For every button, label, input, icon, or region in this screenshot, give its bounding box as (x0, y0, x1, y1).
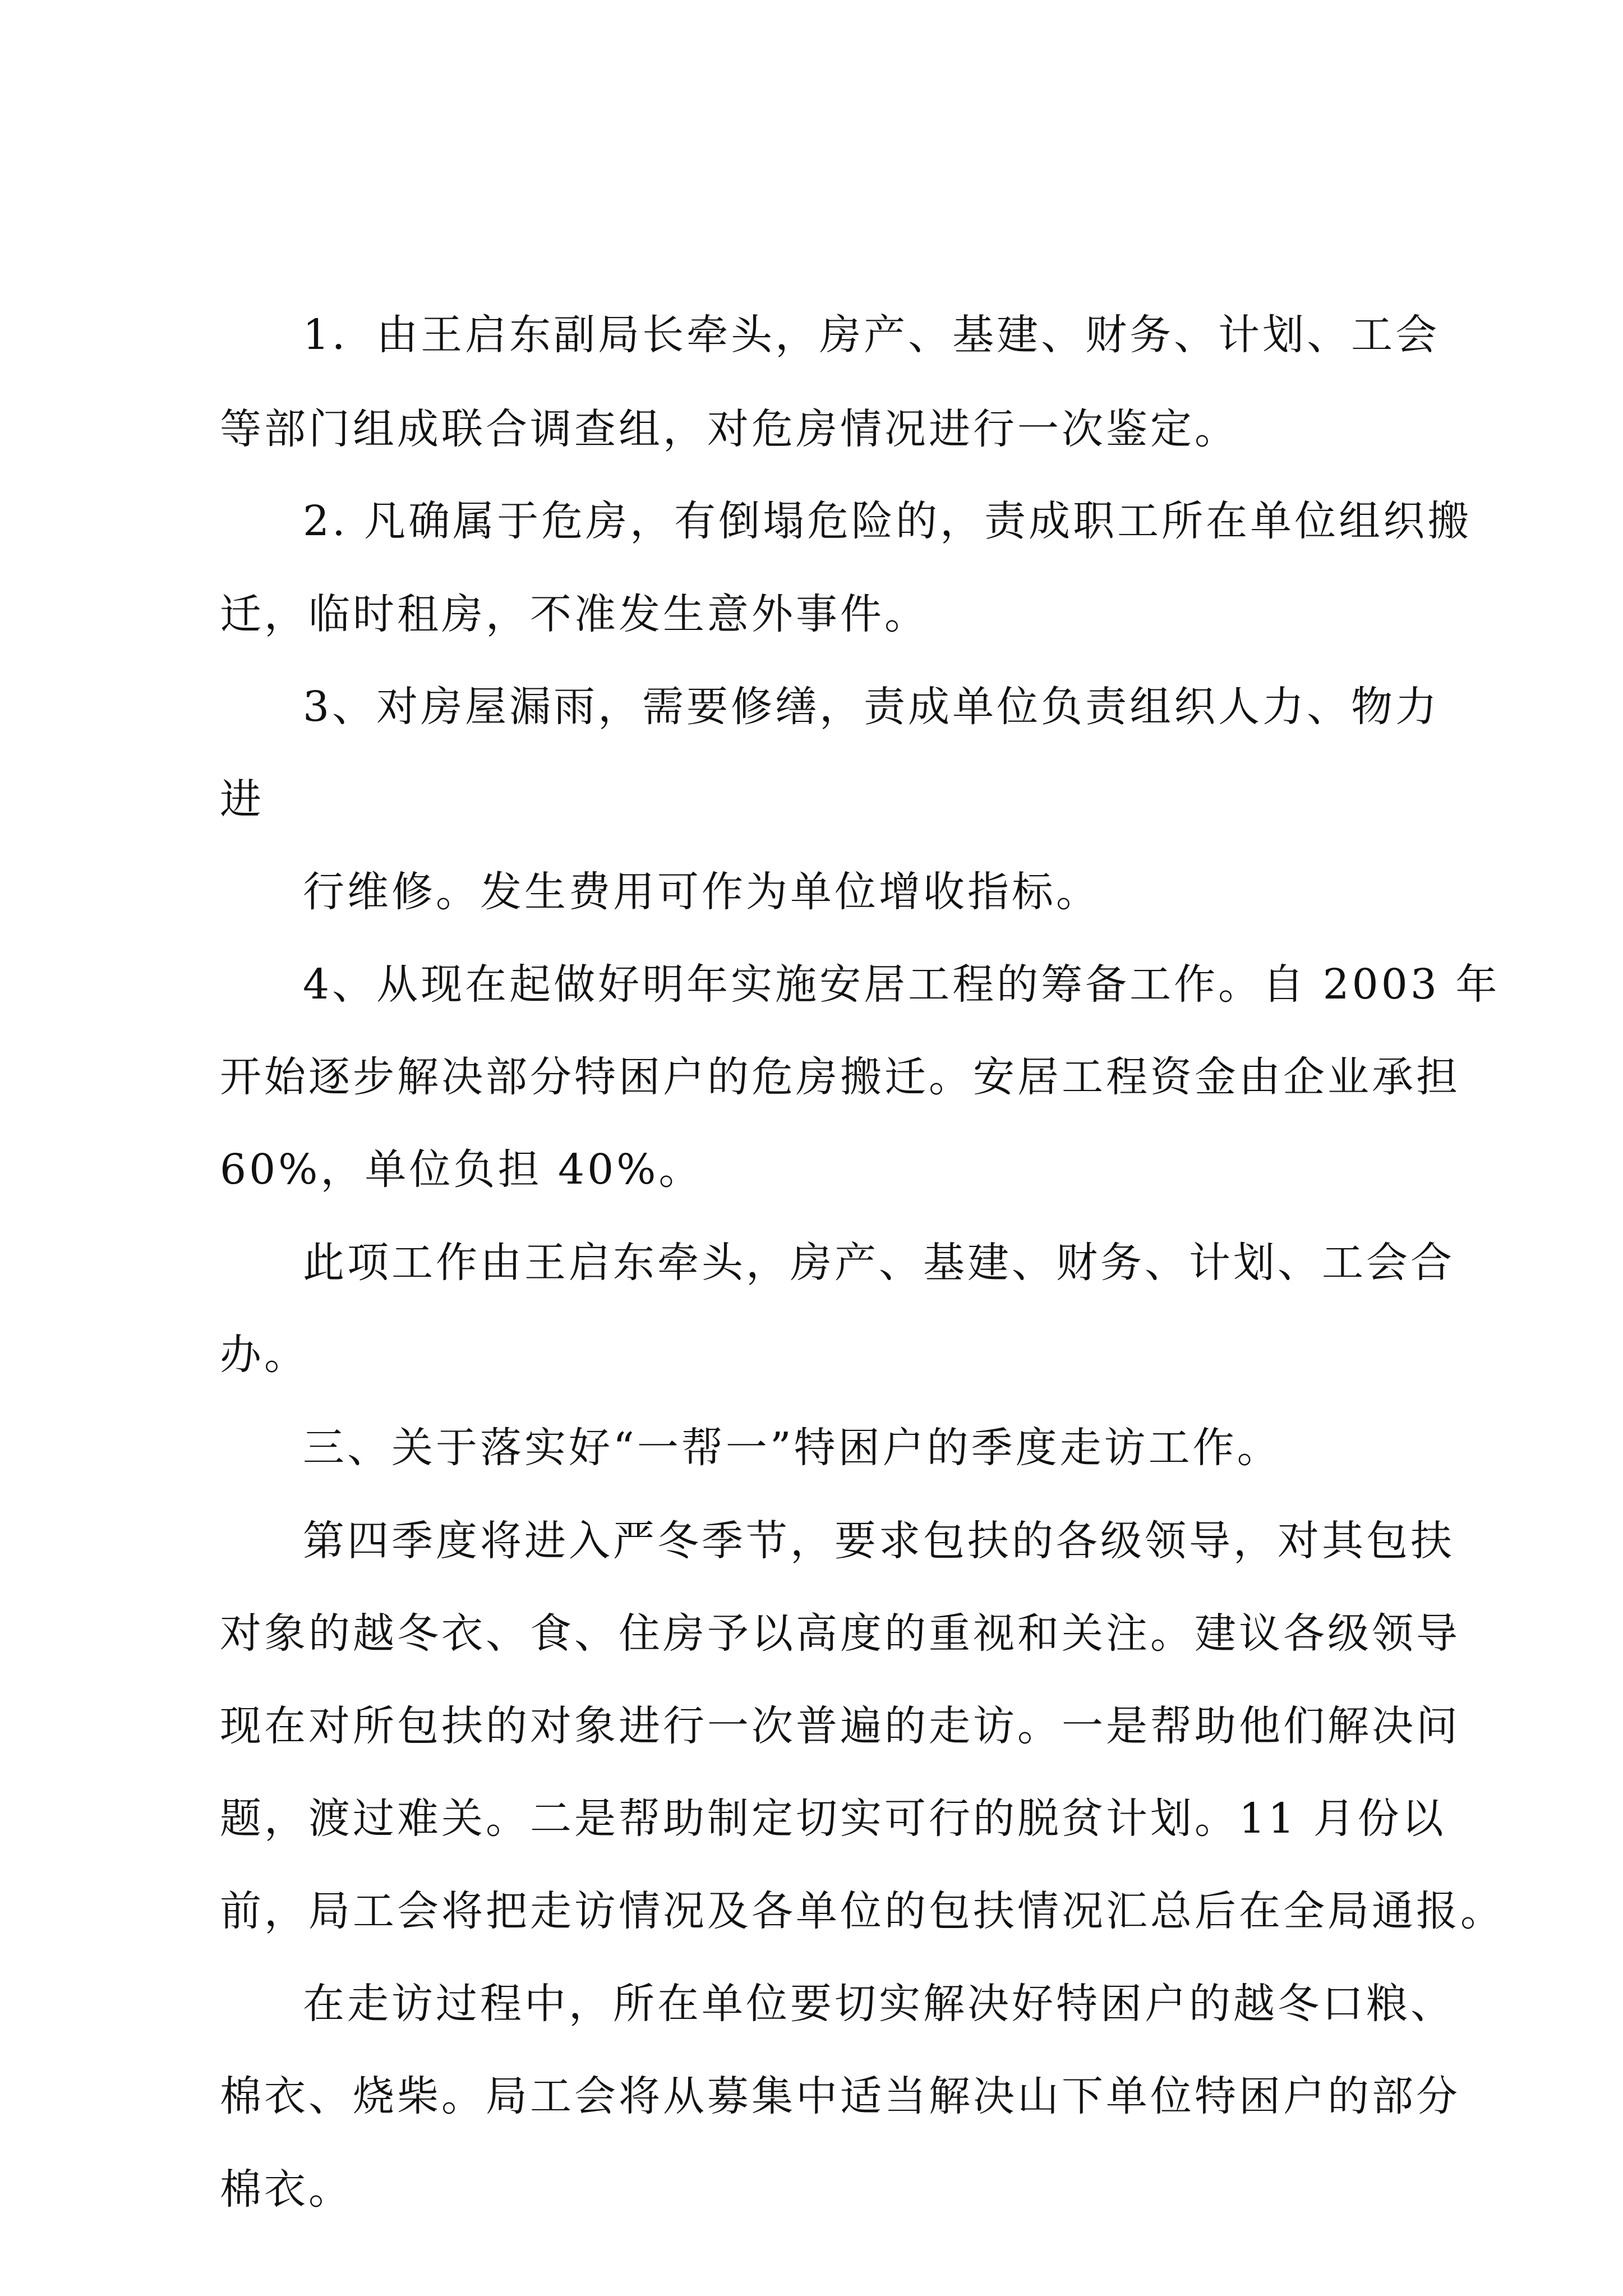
paragraph-line: 3、对房屋漏雨，需要修缮，责成单位负责组织人力、物力 (303, 683, 1440, 731)
paragraph-line: 对象的越冬衣、食、住房予以高度的重视和关注。建议各级领导 (220, 1609, 1460, 1658)
paragraph-line: 办。 (220, 1331, 308, 1379)
paragraph-line: 题，渡过难关。二是帮助制定切实可行的脱贫计划。11 月份以 (220, 1795, 1446, 1843)
paragraph-line: 4、从现在起做好明年实施安居工程的筹备工作。自 2003 年 (303, 960, 1500, 1009)
paragraph-line: 在走访过程中，所在单位要切实解决好特困户的越冬口粮、 (303, 1980, 1455, 2028)
paragraph-line: 等部门组成联合调查组，对危房情况进行一次鉴定。 (220, 405, 1239, 453)
paragraph-line: 现在对所包扶的对象进行一次普遍的走访。一是帮助他们解决问 (220, 1702, 1460, 1750)
paragraph-line: 行维修。发生费用可作为单位增收指标。 (303, 868, 1100, 916)
paragraph-line: 前，局工会将把走访情况及各单位的包扶情况汇总后在全局通报。 (220, 1887, 1505, 1935)
paragraph-line: 第四季度将进入严冬季节，要求包扶的各级领导，对其包扶 (303, 1517, 1455, 1565)
paragraph-line: 棉衣。 (220, 2165, 353, 2214)
section-heading: 三、关于落实好“一帮一”特困户的季度走访工作。 (303, 1424, 1281, 1472)
paragraph-line: 2. 凡确属于危房，有倒塌危险的，责成职工所在单位组织搬 (303, 497, 1472, 545)
paragraph-line: 进 (220, 775, 264, 823)
paragraph-line: 开始逐步解决部分特困户的危房搬迁。安居工程资金由企业承担 (220, 1053, 1460, 1101)
paragraph-line: 1．由王启东副局长牵头，房产、基建、财务、计划、工会 (303, 311, 1440, 359)
paragraph-line: 棉衣、烧柴。局工会将从募集中适当解决山下单位特困户的部分 (220, 2072, 1460, 2120)
paragraph-line: 此项工作由王启东牵头，房产、基建、财务、计划、工会合 (303, 1239, 1455, 1287)
paragraph-line: 迁，临时租房，不准发生意外事件。 (220, 590, 929, 638)
paragraph-line: 60%，单位负担 40%。 (220, 1145, 703, 1194)
